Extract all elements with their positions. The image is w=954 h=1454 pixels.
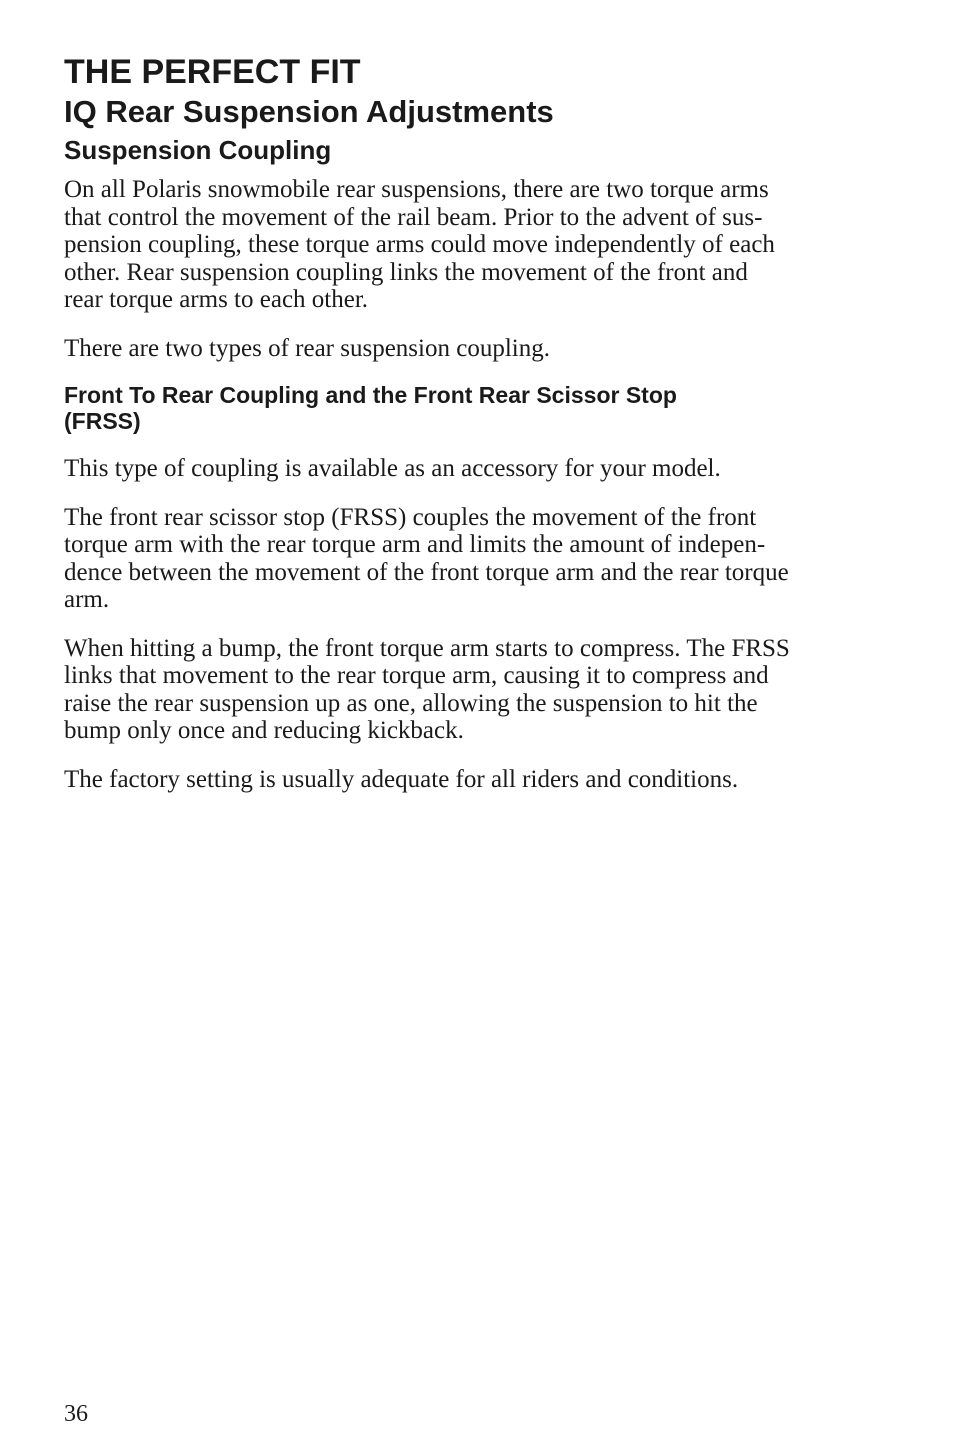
frss-line: dence between the movement of the front torque arm and the rear torque [64,558,789,586]
coupling-heading-line: (FRSS) [64,408,141,434]
bump-line: bump only once and reducing kickback. [64,717,464,744]
bump-line: raise the rear suspension up as one, allowing the suspension to hit the [64,689,758,717]
coupling-heading-line: Front To Rear Coupling and the Front Rear Scissor Stop [64,382,677,408]
frss-line: The front rear scissor stop (FRSS) couples the movement of the front [64,503,757,531]
factory-paragraph: The factory setting is usually adequate for all riders and conditions. [64,765,739,793]
intro-line: pension coupling, these torque arms could move independently of each [64,231,775,258]
intro-line: rear torque arms to each other. [64,286,369,313]
subsection-title: Suspension Coupling [64,135,332,165]
accessory-paragraph: This type of coupling is available as an accessory for your model. [64,455,721,482]
manual-page [64,52,864,793]
frss-paragraph [64,504,864,614]
page-number: 36 [64,1401,88,1427]
bump-line: links that movement to the rear torque arm, causing it to compress and [64,662,769,689]
intro-line: On all Polaris snowmobile rear suspensions, there are two torque arms [64,176,769,203]
intro-line: that control the movement of the rail beam. Prior to the advent of sus- [64,203,763,231]
bump-line: When hitting a bump, the front torque arm starts to compress. The FRSS [64,634,790,662]
page-title: THE PERFECT FIT [64,53,361,91]
types-paragraph: There are two types of rear suspension coupling. [64,334,550,362]
section-title: IQ Rear Suspension Adjustments [64,94,554,129]
intro-line: other. Rear suspension coupling links the movement of the front and [64,258,748,286]
coupling-heading [64,382,824,434]
frss-line: torque arm with the rear torque arm and limits the amount of indepen- [64,531,766,558]
intro-paragraph [64,176,864,314]
bump-paragraph [64,635,864,745]
frss-line: arm. [64,586,110,613]
